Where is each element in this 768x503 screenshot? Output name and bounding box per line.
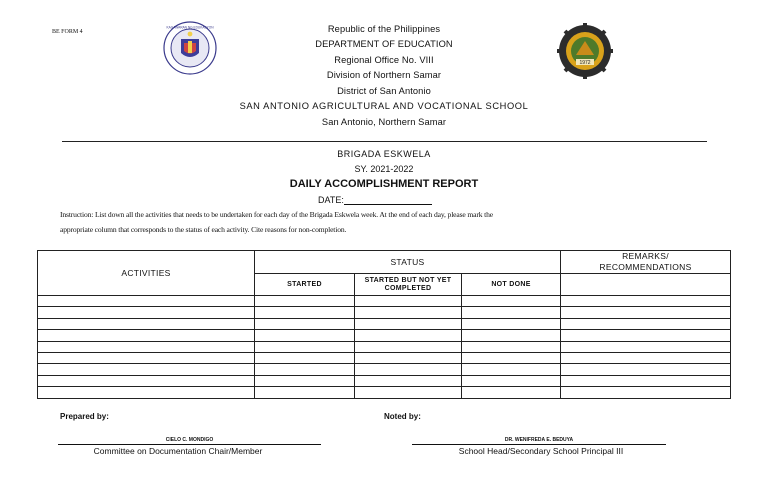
started-cell[interactable]: [255, 364, 355, 375]
not-done-cell[interactable]: [462, 330, 561, 341]
not-done-cell[interactable]: [462, 375, 561, 386]
prepared-by-name: CIELO C. MONDIGO: [165, 437, 214, 443]
not-done-cell[interactable]: [462, 387, 561, 398]
table-row: [38, 330, 731, 341]
instruction-line-2: appropriate column that corresponds to the status of each activity. Cite reasons for non-completion.: [60, 225, 347, 234]
started-cell[interactable]: [255, 296, 355, 307]
not-done-cell[interactable]: [462, 352, 561, 363]
not-done-cell[interactable]: [462, 341, 561, 352]
not-completed-cell[interactable]: [355, 296, 462, 307]
remarks-cell[interactable]: [561, 375, 731, 386]
not-completed-cell[interactable]: [355, 307, 462, 318]
not-completed-cell[interactable]: [355, 318, 462, 329]
remarks-cell[interactable]: [561, 330, 731, 341]
header-region: Regional Office No. VIII: [334, 55, 434, 65]
status-header: STATUS: [255, 251, 561, 274]
noted-by-role: School Head/Secondary School Principal III: [458, 446, 624, 456]
prepared-by-signature-line: [58, 444, 321, 445]
started-cell[interactable]: [255, 375, 355, 386]
activity-cell[interactable]: [38, 364, 255, 375]
svg-text:1972: 1972: [579, 60, 591, 66]
table-row: [38, 364, 731, 375]
activity-cell[interactable]: [38, 352, 255, 363]
remarks-header: [561, 251, 731, 274]
report-title: DAILY ACCOMPLISHMENT REPORT: [289, 178, 479, 190]
started-not-completed-line2: COMPLETED: [384, 284, 432, 292]
form-code: BE FORM 4: [52, 29, 83, 35]
not-done-cell[interactable]: [462, 318, 561, 329]
header-address: San Antonio, Northern Samar: [321, 117, 447, 127]
program-name: BRIGADA ESKWELA: [337, 149, 431, 159]
remarks-cell[interactable]: [561, 364, 731, 375]
school-year: SY. 2021-2022: [354, 164, 414, 174]
not-done-header: NOT DONE: [462, 274, 561, 296]
table-row: [38, 307, 731, 318]
started-cell[interactable]: [255, 318, 355, 329]
header-district: District of San Antonio: [337, 86, 431, 96]
not-done-cell[interactable]: [462, 364, 561, 375]
activities-header: ACTIVITIES: [38, 251, 255, 296]
started-not-completed-header: [355, 274, 462, 296]
not-completed-cell[interactable]: [355, 341, 462, 352]
started-header: STARTED: [255, 274, 355, 296]
started-cell[interactable]: [255, 352, 355, 363]
date-line[interactable]: [344, 195, 432, 205]
svg-text:KAGAWARAN NG EDUKASYON: KAGAWARAN NG EDUKASYON: [166, 25, 214, 30]
activity-cell[interactable]: [38, 341, 255, 352]
prepared-by-role: Committee on Documentation Chair/Member: [93, 446, 263, 456]
accomplishment-table: [37, 250, 731, 399]
table-row: [38, 375, 731, 386]
recommendations-label: RECOMMENDATIONS: [599, 262, 692, 272]
started-cell[interactable]: [255, 307, 355, 318]
remarks-cell[interactable]: [561, 352, 731, 363]
noted-by-label: Noted by:: [384, 412, 421, 421]
remarks-label: REMARKS/: [622, 251, 669, 261]
noted-by-name: DR. WENIFREDA E. BEDUYA: [504, 437, 574, 443]
not-done-cell[interactable]: [462, 307, 561, 318]
activity-cell[interactable]: [38, 330, 255, 341]
not-completed-cell[interactable]: [355, 375, 462, 386]
header-divider: [62, 141, 707, 142]
not-completed-cell[interactable]: [355, 387, 462, 398]
started-cell[interactable]: [255, 330, 355, 341]
header-department: DEPARTMENT OF EDUCATION: [315, 39, 453, 49]
activity-cell[interactable]: [38, 375, 255, 386]
remarks-cell[interactable]: [561, 318, 731, 329]
header-school: SAN ANTONIO AGRICULTURAL AND VOCATIONAL SCHOOL: [239, 101, 529, 111]
header-republic: Republic of the Philippines: [327, 24, 441, 34]
instruction-line-1: Instruction: List down all the activities that needs to be undertaken for each day of the Brigada Eskwela week. At the end of each day, please mark the: [60, 210, 493, 219]
date-field[interactable]: [318, 195, 432, 205]
started-not-completed-line1: STARTED BUT NOT YET: [364, 276, 452, 284]
table-row: [38, 318, 731, 329]
activity-cell[interactable]: [38, 296, 255, 307]
not-completed-cell[interactable]: [355, 364, 462, 375]
prepared-by-label: Prepared by:: [60, 412, 109, 421]
remarks-cell[interactable]: [561, 341, 731, 352]
not-completed-cell[interactable]: [355, 352, 462, 363]
date-label: DATE:: [318, 195, 344, 205]
not-done-cell[interactable]: [462, 296, 561, 307]
table-row: [38, 387, 731, 398]
table-row: [38, 352, 731, 363]
started-cell[interactable]: [255, 341, 355, 352]
table-row: [38, 341, 731, 352]
remarks-subheader: [561, 274, 731, 296]
remarks-cell[interactable]: [561, 296, 731, 307]
not-completed-cell[interactable]: [355, 330, 462, 341]
activity-cell[interactable]: [38, 318, 255, 329]
remarks-cell[interactable]: [561, 387, 731, 398]
started-cell[interactable]: [255, 387, 355, 398]
table-row: [38, 296, 731, 307]
activity-cell[interactable]: [38, 307, 255, 318]
noted-by-signature-line: [412, 444, 666, 445]
remarks-cell[interactable]: [561, 307, 731, 318]
activity-cell[interactable]: [38, 387, 255, 398]
header-division: Division of Northern Samar: [326, 70, 442, 80]
